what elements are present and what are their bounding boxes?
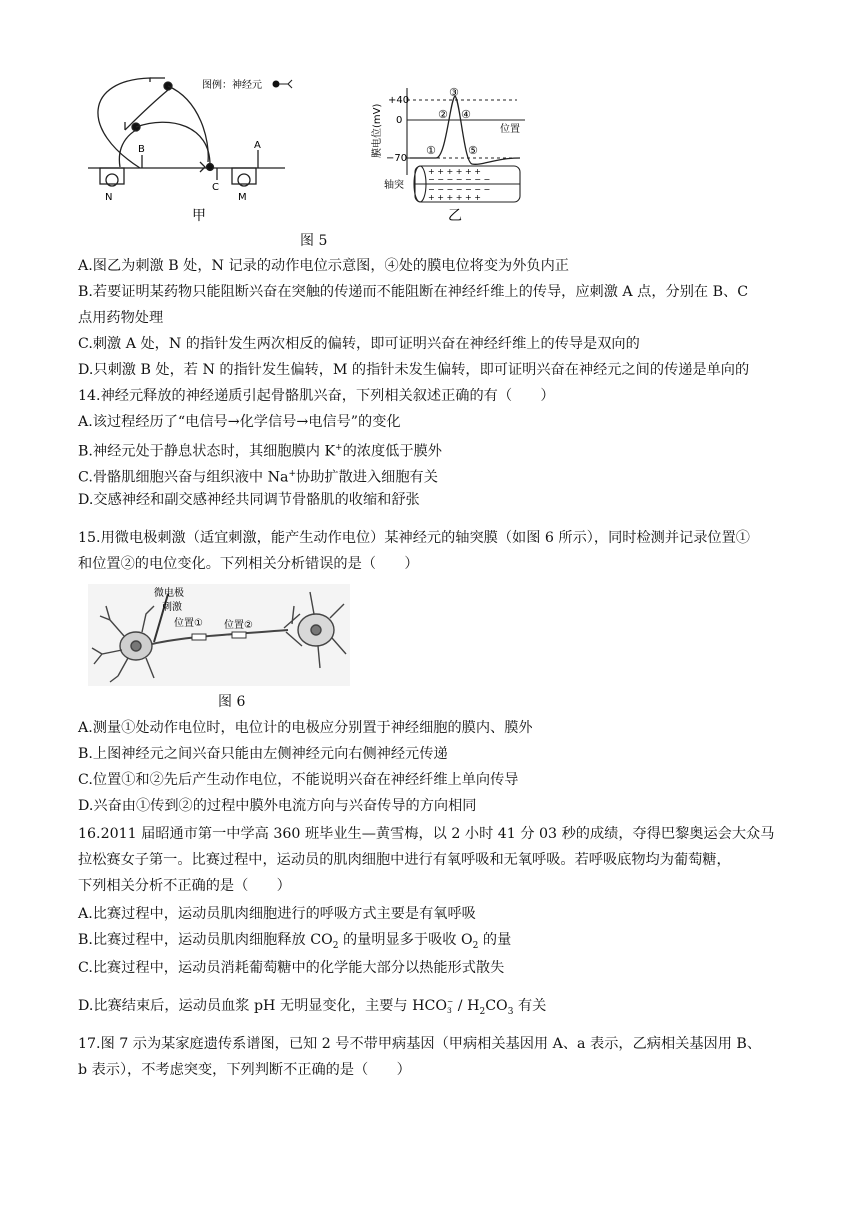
q16-d-post: 有关 (513, 998, 547, 1014)
q15-stem-line1: 15.用微电极刺激（适宜刺激，能产生动作电位）某神经元的轴突膜（如图 6 所示），同时检测并记录位置① (78, 530, 750, 546)
figure-6 (88, 584, 350, 686)
plus-row-bottom: + + + + + + (428, 193, 481, 202)
label-c: C (212, 182, 219, 193)
label-yi: 乙 (448, 208, 462, 224)
label-stim: 刺激 (162, 602, 182, 613)
q15-stem-line2: 和位置②的电位变化。下列相关分析错误的是（ ） (78, 556, 419, 572)
minus-row-top: − − − − − − − (428, 175, 491, 184)
q16-b-sub1: 2 (332, 940, 339, 951)
figure-5-caption: 图 5 (300, 233, 328, 249)
tick-p40: +40 (388, 95, 410, 106)
q13-option-b-line2: 点用药物处理 (78, 310, 164, 326)
q15-option-d: D.兴奋由①传到②的过程中膜外电流方向与兴奋传导的方向相同 (78, 798, 477, 814)
plus-row-top: + + + + + + (428, 167, 481, 176)
q16-option-a: A.比赛过程中，运动员肌肉细胞进行的呼吸方式主要是有氧呼吸 (78, 906, 476, 922)
q16-d-pre: D.比赛结束后，运动员血浆 pH 无明显变化，主要与 (78, 998, 413, 1014)
q16-d-hco-sup: − (446, 997, 454, 1006)
label-a: A (254, 140, 261, 151)
q13-option-a: A.图乙为刺激 B 处，N 记录的动作电位示意图，④处的膜电位将变为外负内正 (78, 258, 569, 274)
circle-3: ③ (449, 86, 459, 99)
q16-option-d (78, 996, 546, 1022)
q16-d-hco: HCO (412, 998, 447, 1014)
q14-b-post: 的浓度低于膜外 (342, 443, 442, 460)
minus-row-bottom: − − − − − − − (428, 185, 491, 194)
q14-c-pre: C.骨骼肌细胞兴奋与组织液中 Na (78, 469, 289, 486)
q16-d-co-sub: 3 (507, 1006, 514, 1017)
q14-b-pre: B.神经元处于静息状态时，其细胞膜内 K (78, 443, 336, 460)
q15-option-c: C.位置①和②先后产生动作电位，不能说明兴奋在神经纤维上单向传导 (78, 772, 519, 788)
q15-option-a: A.测量①处动作电位时，电位计的电极应分别置于神经细胞的膜内、膜外 (78, 720, 533, 736)
tick-zero: 0 (396, 115, 403, 126)
q16-b-sub2: 2 (472, 940, 479, 951)
label-m: M (238, 192, 247, 203)
label-electrode: 微电极 (154, 588, 184, 599)
circle-1: ① (426, 144, 436, 157)
q14-stem: 14.神经元释放的神经递质引起骨骼肌兴奋，下列相关叙述正确的有（ ） (78, 388, 555, 404)
position-2-marker (232, 632, 246, 638)
label-pos2: 位置② (224, 620, 253, 631)
q16-b-part3: 的量 (478, 932, 512, 948)
tick-m70: −70 (386, 153, 408, 164)
label-n: N (105, 192, 113, 203)
figure-5 (80, 70, 540, 230)
q16-b-part2: 的量明显多于吸收 O (338, 932, 473, 948)
q14-c-post: 协助扩散进入细胞有关 (296, 469, 438, 486)
circle-5: ⑤ (468, 144, 478, 157)
q16-b-part1: B.比赛过程中，运动员肌肉细胞释放 CO (78, 932, 333, 948)
q16-option-c: C.比赛过程中，运动员消耗葡萄糖中的化学能大部分以热能形式散失 (78, 960, 505, 976)
legend-text: 图例：神经元 (202, 80, 262, 91)
q14-option-d: D.交感神经和副交感神经共同调节骨骼肌的收缩和舒张 (78, 492, 420, 508)
q16-stem-line1: 16.2011 届昭通市第一中学高 360 班毕业生—黄雪梅，以 2 小时 41 分 03 秒的成绩，夺得巴黎奥运会大众马 (78, 826, 775, 842)
q14-c-sup: + (288, 469, 297, 479)
xlabel: 位置 (500, 124, 520, 135)
q16-stem-line3: 下列相关分析不正确的是（ ） (78, 878, 291, 894)
q16-option-b (78, 930, 511, 956)
q16-d-slash: / H (453, 998, 480, 1014)
position-1-marker (192, 634, 206, 640)
q16-stem-line2: 拉松赛女子第一。比赛过程中，运动员的肌肉细胞中进行有氧呼吸和无氧呼吸。若呼吸底物均为葡萄糖， (78, 852, 731, 868)
q13-option-d: D.只刺激 B 处，若 N 的指针发生偏转，M 的指针未发生偏转，即可证明兴奋在神经元之间的传递是单向的 (78, 362, 750, 378)
q14-b-sup: + (335, 443, 343, 453)
q16-d-h2-sub: 2 (479, 1006, 486, 1017)
q16-d-hco-sub: 3 (446, 1006, 452, 1015)
q13-option-b-line1: B.若要证明某药物只能阻断兴奋在突触的传递而不能阻断在神经纤维上的传导，应刺激 A 点，分别在 B、C (78, 284, 749, 300)
q17-stem-line2: b 表示），不考虑突变，下列判断不正确的是（ ） (78, 1062, 411, 1078)
q14-option-b (78, 438, 442, 462)
q15-option-b: B.上图神经元之间兴奋只能由左侧神经元向右侧神经元传递 (78, 746, 448, 762)
circle-4: ④ (461, 108, 471, 121)
legend-neuron-icon (273, 81, 280, 88)
panel-jia (88, 78, 285, 186)
q17-stem-line1: 17.图 7 示为某家庭遗传系谱图，已知 2 号不带甲病基因（甲病相关基因用 A、a 表示，乙病相关基因用 B、 (78, 1036, 762, 1052)
figure-6-caption: 图 6 (218, 694, 246, 710)
axon-label: 轴突 (384, 180, 404, 191)
circle-2: ② (438, 108, 448, 121)
ylabel: 膜电位(mV) (372, 103, 383, 158)
q14-option-a: A.该过程经历了“电信号→化学信号→电信号”的变化 (78, 414, 401, 430)
label-b: B (138, 144, 145, 155)
q13-option-c: C.刺激 A 处，N 的指针发生两次相反的偏转，即可证明兴奋在神经纤维上的传导是双向的 (78, 336, 640, 352)
label-pos1: 位置① (174, 618, 203, 629)
q14-option-c (78, 464, 438, 488)
label-jia: 甲 (192, 208, 206, 224)
q16-d-co: CO (485, 998, 508, 1014)
